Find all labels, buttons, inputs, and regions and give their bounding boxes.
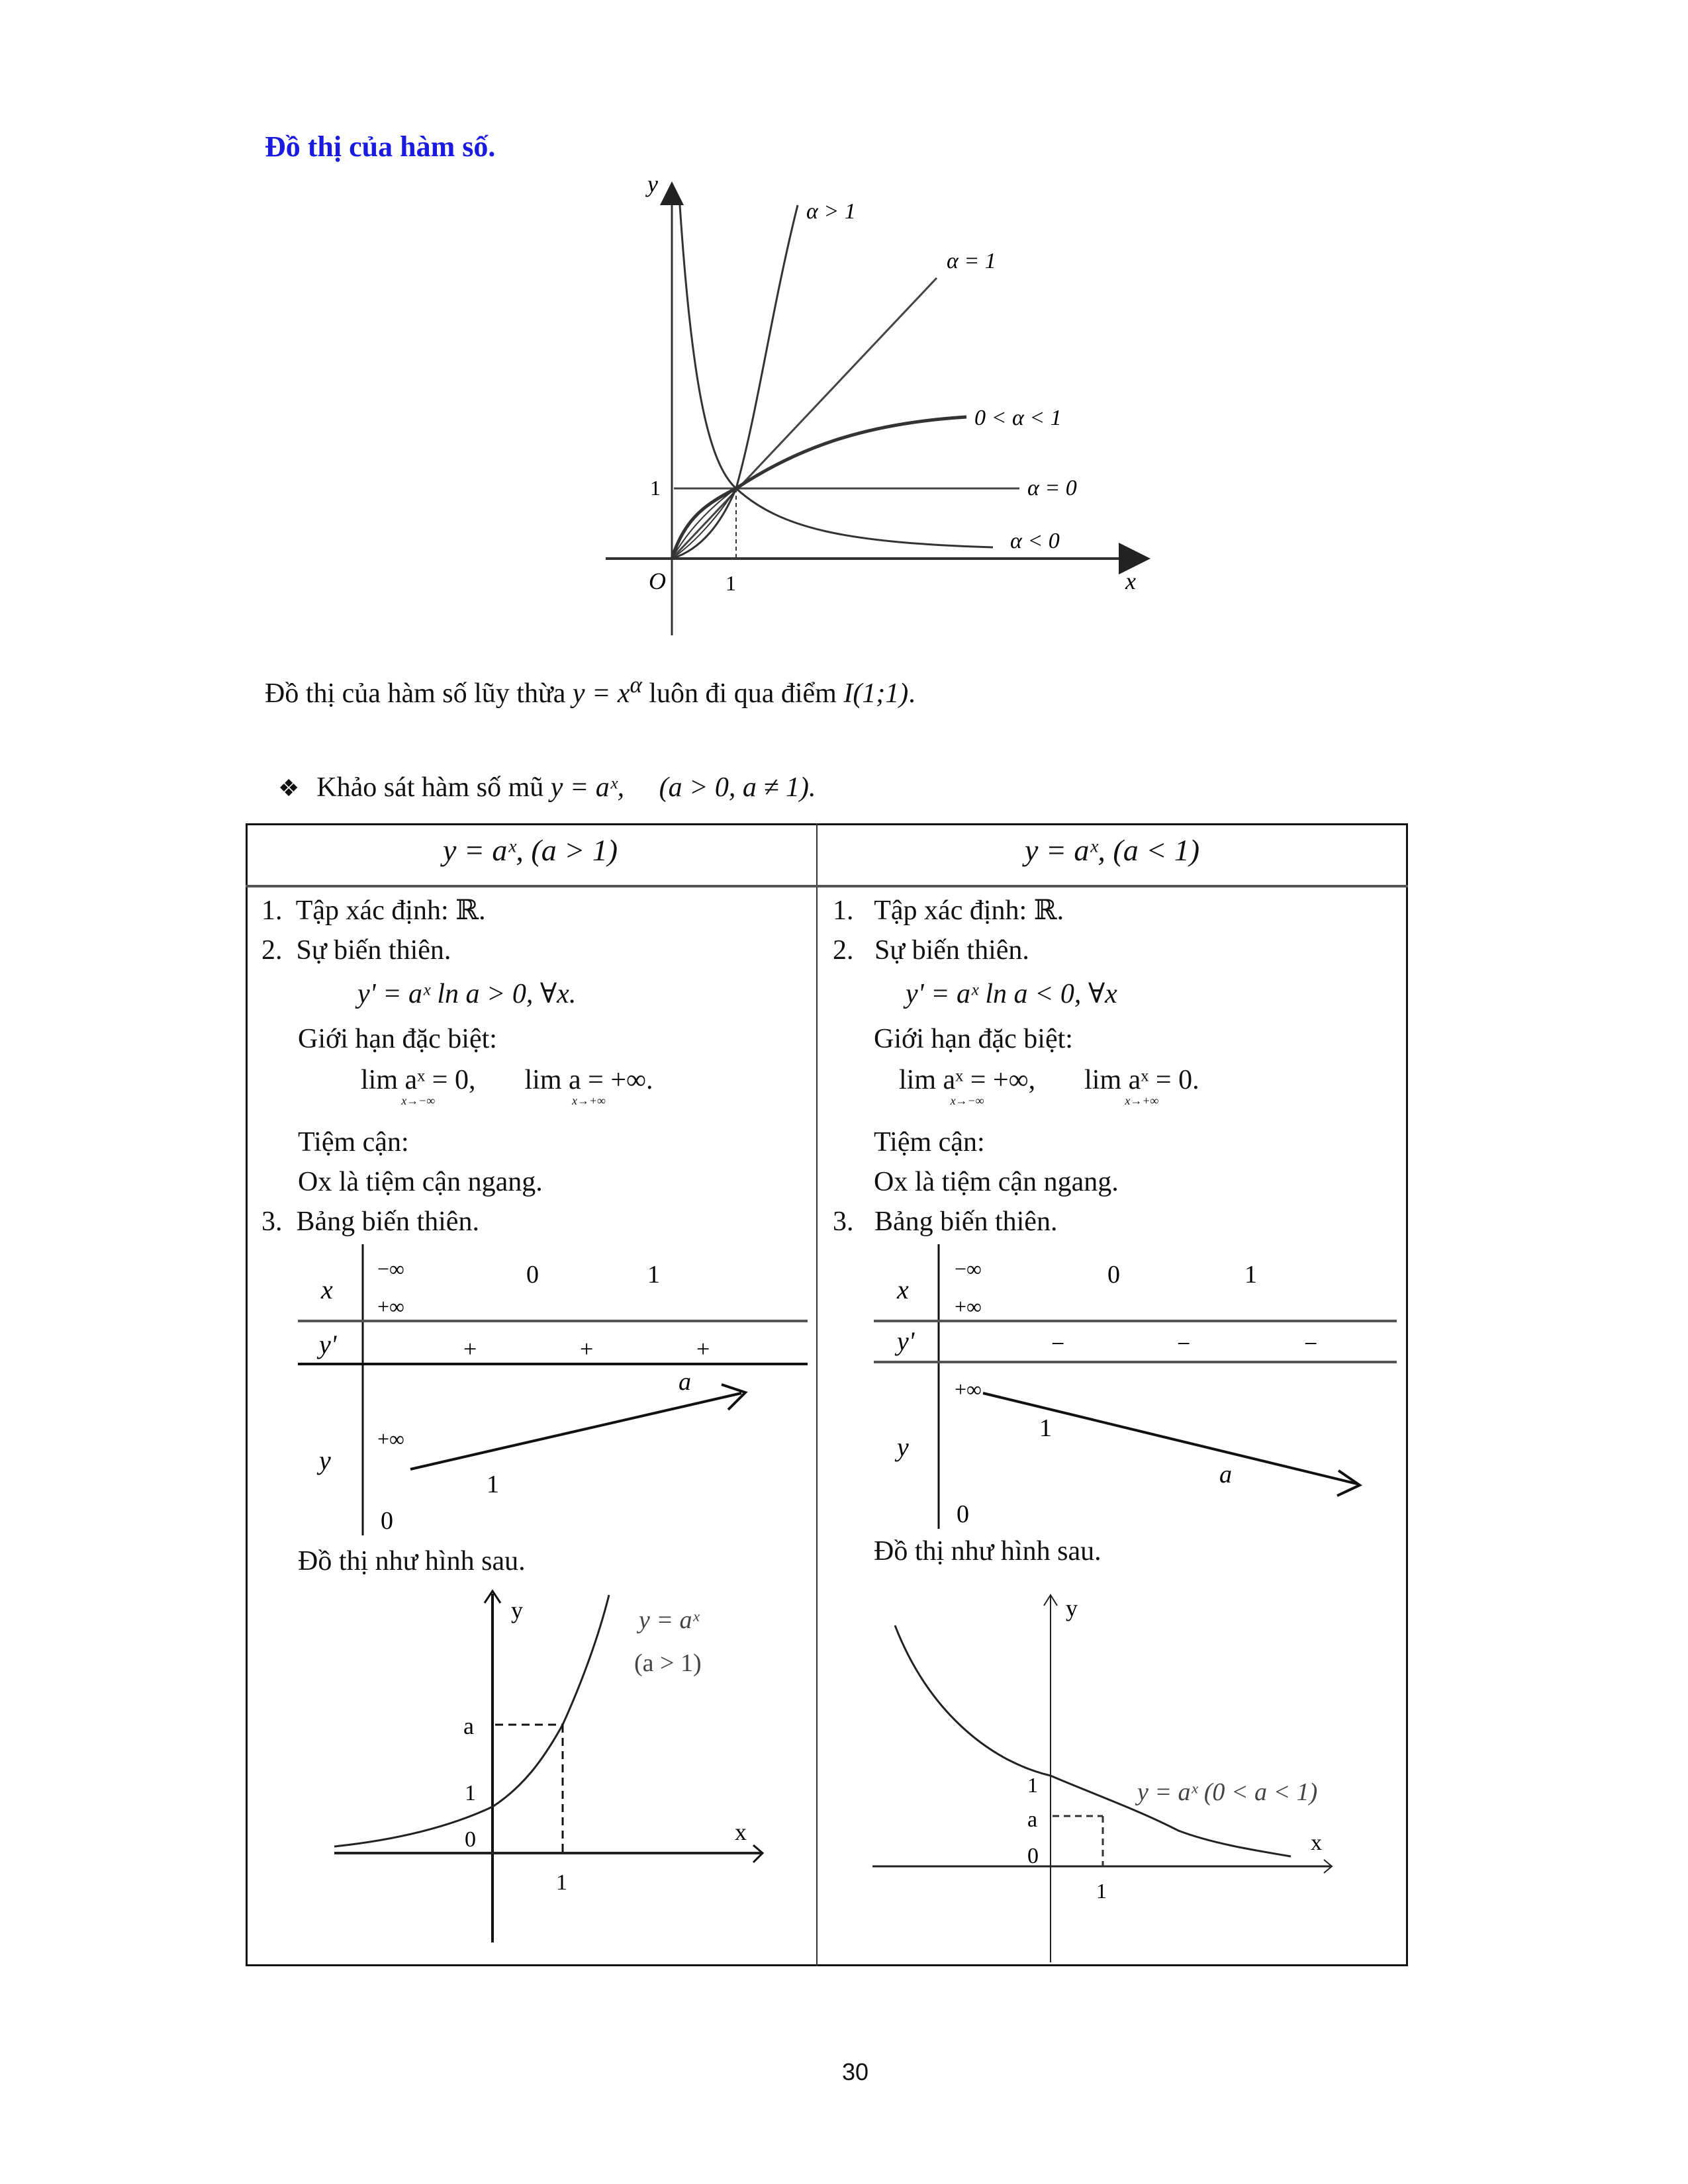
page-number: 30: [842, 2058, 869, 2085]
arrow-down-icon: [1337, 1471, 1360, 1496]
column-header-a-gt-1: y = aˣ, (a > 1): [442, 833, 618, 867]
svg-text:1: 1: [650, 476, 661, 500]
svg-text:−: −: [1304, 1330, 1318, 1357]
diamond-bullet-icon: ❖: [278, 775, 300, 801]
svg-text:+: +: [463, 1336, 477, 1362]
svg-text:0: 0: [526, 1261, 539, 1289]
section-title: Đồ thị của hàm số.: [265, 130, 496, 163]
svg-text:1: 1: [726, 571, 736, 595]
svg-text:y: y: [511, 1597, 523, 1623]
svg-text:a: a: [679, 1368, 691, 1396]
svg-text:y': y': [319, 1330, 337, 1359]
svg-text:1: 1: [487, 1471, 499, 1498]
svg-text:0: 0: [381, 1507, 393, 1535]
svg-text:1: 1: [1027, 1773, 1038, 1797]
svg-text:y: y: [319, 1445, 331, 1475]
svg-text:x: x: [321, 1275, 333, 1304]
svg-text:α > 1: α > 1: [806, 199, 856, 224]
svg-text:y: y: [897, 1432, 909, 1462]
svg-text:1: 1: [1244, 1261, 1257, 1289]
power-function-graph: [596, 172, 1165, 642]
column-divider: [816, 823, 818, 1966]
svg-text:y = aˣ (0 < a < 1): y = aˣ (0 < a < 1): [1137, 1778, 1318, 1806]
svg-text:y = aˣ: y = aˣ: [639, 1606, 700, 1634]
svg-text:1: 1: [1039, 1414, 1052, 1442]
svg-text:0: 0: [1107, 1261, 1120, 1289]
svg-text:−∞: −∞: [377, 1257, 404, 1281]
svg-text:+: +: [696, 1336, 710, 1362]
exp-function-heading: ❖ Khảo sát hàm số mũ y = aˣ, (a > 0, a ≠ 1).: [278, 772, 816, 803]
variation-table-increasing: [291, 1244, 814, 1542]
graph-caption-left: Đồ thị như hình sau.: [298, 1546, 526, 1576]
svg-text:O: O: [649, 568, 666, 594]
svg-text:a: a: [1027, 1807, 1038, 1832]
svg-text:x: x: [1125, 568, 1136, 594]
svg-text:+∞: +∞: [377, 1427, 404, 1451]
svg-text:1: 1: [647, 1261, 660, 1289]
svg-text:1: 1: [1096, 1879, 1107, 1903]
svg-text:+∞: +∞: [377, 1295, 404, 1318]
svg-text:+∞: +∞: [955, 1377, 982, 1401]
svg-text:−: −: [1177, 1330, 1191, 1357]
svg-text:y: y: [1066, 1595, 1078, 1621]
svg-text:−: −: [1051, 1330, 1065, 1357]
power-function-note: Đồ thị của hàm số lũy thừa $y = x^\alpha$ luôn đi qua điểm I(1;1).: [265, 672, 915, 709]
svg-text:y': y': [897, 1326, 915, 1356]
svg-text:+∞: +∞: [955, 1295, 982, 1318]
graph-exp-increasing: [298, 1582, 801, 1952]
svg-text:(a > 1): (a > 1): [634, 1649, 702, 1677]
graph-caption-right: Đồ thị như hình sau.: [874, 1536, 1102, 1567]
svg-text:α = 0: α = 0: [1027, 476, 1077, 500]
graph-exp-decreasing: [854, 1582, 1397, 1966]
svg-text:0: 0: [1027, 1844, 1039, 1868]
svg-text:0 < α < 1: 0 < α < 1: [974, 406, 1062, 430]
svg-text:1: 1: [465, 1781, 476, 1805]
header-divider: [246, 885, 1408, 887]
svg-text:+: +: [580, 1336, 594, 1362]
svg-text:x: x: [897, 1275, 909, 1304]
svg-text:0: 0: [957, 1500, 969, 1528]
column-header-a-lt-1: y = aˣ, (a < 1): [1024, 833, 1200, 867]
svg-text:−∞: −∞: [955, 1257, 982, 1281]
svg-text:y: y: [647, 172, 658, 197]
svg-text:x: x: [1311, 1831, 1322, 1855]
svg-text:α < 0: α < 0: [1010, 529, 1060, 553]
svg-text:α = 1: α = 1: [947, 249, 996, 273]
svg-text:1: 1: [556, 1870, 567, 1895]
svg-text:0: 0: [465, 1827, 476, 1852]
svg-text:a: a: [1219, 1461, 1232, 1488]
svg-text:x: x: [735, 1819, 747, 1845]
svg-text:a: a: [463, 1713, 474, 1739]
variation-table-decreasing: [867, 1244, 1403, 1535]
